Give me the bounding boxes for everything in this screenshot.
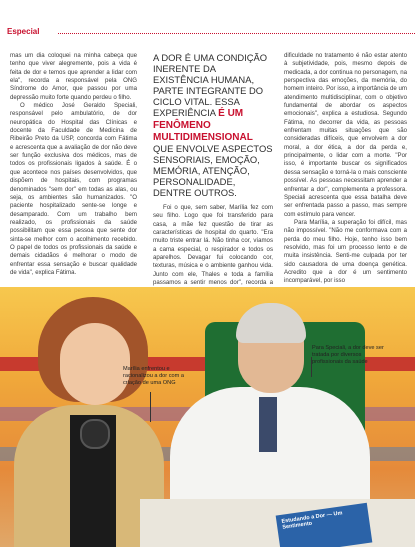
header-divider xyxy=(58,33,415,34)
paragraph: O médico José Geraldo Speciali, responsável pelo ambulatório, de dor neuropática do Hospital das Clínicas e docente da Faculdade de Medicina de Ribeirão Preto da USP, concorda com Fátima e acrescenta que a avaliação de dor não deve ser função exclusiva dos médicos, mas de todos os profissionais ligados à saúde. É o que acontece nos países desenvolvidos, que dispõem de hospitais, com programas denominados "sem dor" em todas as alas, ou seja, os ambientes são humanizados. "O paciente hospitalizado sente-se longe e desamparado. Com um trabalho bem realizado, os profissionais da saúde possibilitam que essa pessoa que sente dor sinta-se melhor com o acolhimento recebido. O papel de todos os profissionais da saúde e demais cidadãos é melhorar o modo de enfrentar essa sensação e buscar qualidade de vida", explica Fátima. xyxy=(10,102,137,276)
page-header xyxy=(0,0,415,38)
photo-caption-left: Marília enfrentou e racionalizou a dor com a criação de uma ONG xyxy=(123,366,184,386)
book: Estudando a Dor — Um Sentimento xyxy=(276,503,373,547)
paragraph: Foi o que, sem saber, Marília fez com seu filho. Logo que foi transferido para casa, a mãe fez questão de tirar as características de hospital do quarto. "Era muito triste entrar lá. Não tinha cor, víamos a cama especial, o respirador e todos os aparelhos. Devagar fui colocando cor, texturas, música e o ambiente ganhou vida. Junto com ele, Thales e toda a família passamos a sentir menos dor", recorda a xyxy=(153,204,273,287)
article-column-3 xyxy=(284,52,407,286)
woman-face xyxy=(60,323,130,405)
pull-quote-text: A DOR É UMA CONDIÇÃO INERENTE DA EXISTÊNCIA HUMANA, PARTE INTEGRANTE DO CICLO VITAL. ESSA EXPERIÊNCIA xyxy=(153,52,268,118)
pull-quote-highlight: É UM FENÔMENO MULTIDIMENSIONAL xyxy=(153,108,253,143)
caption-pointer xyxy=(150,392,151,422)
pull-quote xyxy=(153,52,273,198)
article-column-2 xyxy=(153,52,273,304)
man-hair xyxy=(236,303,306,343)
paragraph: Para Marília, a superação foi difícil, mas não impossível. "Não me conformava com a perda do meu filho. Hoje, tenho isso bem resolvido, mas foi um processo lento e de muita insistência. Senti-me culpada por ter sido causadora de uma doença genética. Acredito que a dor é um sentimento incomparável, por isso xyxy=(284,218,407,285)
paragraph: mas um dia coloquei na minha cabeça que tenho que viver alegremente, pois a vida é feita de dor e temos que aprender a lidar com ela", recorda a responsável pela ONG Síndrome do Amor, que passou por uma depressão muito forte quando perdeu o filho. xyxy=(10,52,137,101)
article-photo xyxy=(0,287,415,547)
man-tie xyxy=(259,397,277,452)
necklace xyxy=(80,419,110,449)
paragraph: dificuldade no tratamento é não estar atento à subjetividade, pois, mesmo depois de medicada, a dor continua no personagem, na perspectiva das emoções, da memória, do homem inteiro. Por isso, a importância de um atendimento multidisciplinar, com o objetivo fundamental de abordar os aspectos emocionais", explica a estudiosa. Segundo Fátima, no decorrer da vida, as pessoas enfrentam muitas situações que são consideradas difíceis, que envolvem a dor moral, a dor ética, a dor da perda e, principalmente, o lidar com a morte. "Por isso, é importante buscar os significados dessa sensação e torná-la o mais consciente possível. As pessoas necessitam aprender a enfrentar a dor", complementa a professora. Speciali acrescenta que essa batalha deve ser enfrentada passo a passo, mas sempre com estímulo para vencer. xyxy=(284,52,407,218)
section-label: Especial xyxy=(7,27,40,36)
caption-pointer xyxy=(311,357,312,377)
article-column-1 xyxy=(10,52,137,277)
photo-caption-right: Para Speciali, a dor deve ser tratada por diversos profissionais da saúde xyxy=(312,345,384,365)
pull-quote-text-end: QUE ENVOLVE ASPECTOS SENSORIAIS, EMOÇÃO, MEMÓRIA, ATENÇÃO, PERSONALIDADE, DENTRE OUTROS. xyxy=(153,143,273,198)
